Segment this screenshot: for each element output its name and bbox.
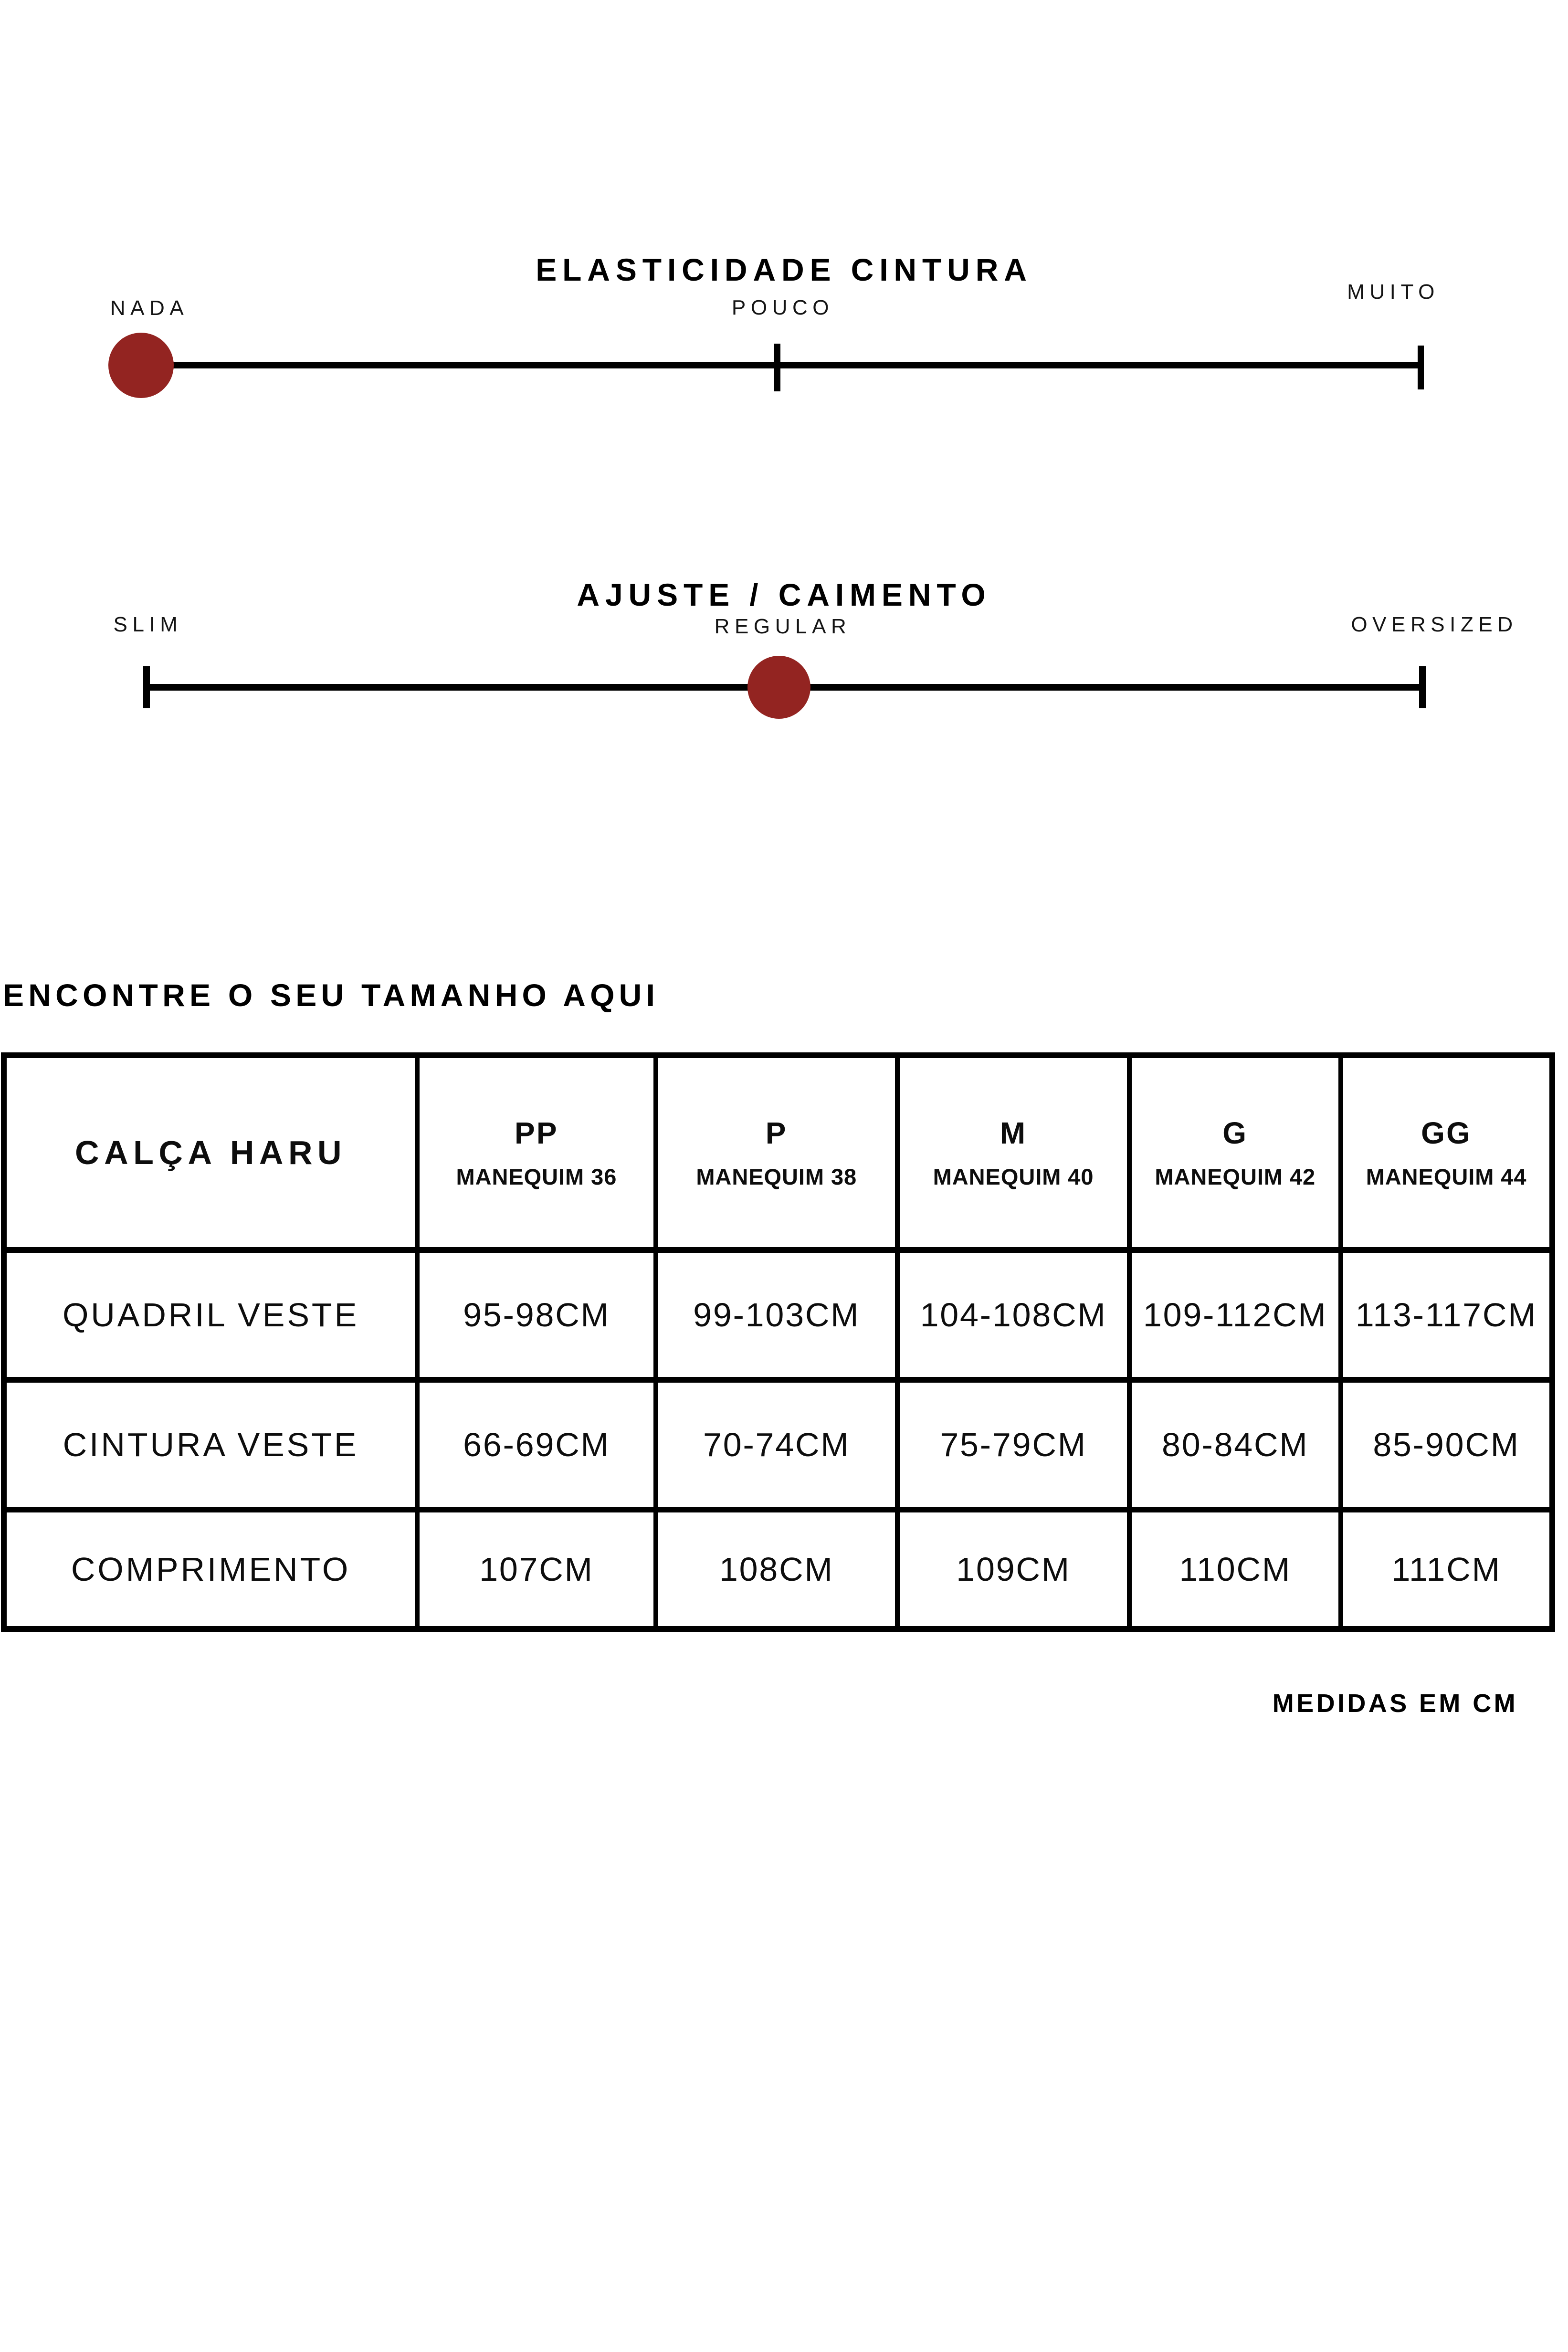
slider-handle-dot: [108, 333, 174, 398]
size-col-header-p: [656, 1055, 897, 1250]
size-guide-heading: ENCONTRE O SEU TAMANHO AQUI: [3, 977, 660, 1013]
measurement-cell: 111CM: [1341, 1510, 1552, 1629]
mannequin-label: MANEQUIM 42: [1155, 1164, 1316, 1189]
measurement-cell: 75-79CM: [897, 1380, 1130, 1510]
size-letter: P: [765, 1115, 788, 1150]
measurement-cell: 95-98CM: [417, 1250, 656, 1380]
measurement-cell: 109-112CM: [1129, 1250, 1341, 1380]
measurement-cell: 80-84CM: [1129, 1380, 1341, 1510]
size-col-header-m: [897, 1055, 1130, 1250]
product-name-cell: CALÇA HARU: [4, 1055, 417, 1250]
measurement-cell: 107CM: [417, 1510, 656, 1629]
waist-elasticity-slider: [0, 0, 1568, 430]
slider-label-oversized: OVERSIZED: [1351, 613, 1518, 636]
mannequin-label: MANEQUIM 36: [456, 1164, 617, 1189]
table-row-hip: [4, 1250, 1552, 1380]
slider-tick-start: [143, 666, 150, 708]
size-letter: PP: [515, 1115, 558, 1150]
slider-handle-dot: [747, 656, 810, 719]
slider-label-regular: REGULAR: [714, 615, 852, 638]
table-header-row: [4, 1055, 1552, 1250]
measurements-unit-note: MEDIDAS EM CM: [1272, 1689, 1518, 1718]
measurement-cell: 70-74CM: [656, 1380, 897, 1510]
row-label: COMPRIMENTO: [4, 1510, 417, 1629]
slider-title-fit: AJUSTE / CAIMENTO: [577, 577, 991, 612]
size-col-header-g: [1129, 1055, 1341, 1250]
size-col-header-gg: [1341, 1055, 1552, 1250]
size-letter: GG: [1421, 1115, 1472, 1150]
row-label: CINTURA VESTE: [4, 1380, 417, 1510]
measurement-cell: 85-90CM: [1341, 1380, 1552, 1510]
size-col-header-pp: [417, 1055, 656, 1250]
mannequin-label: MANEQUIM 38: [696, 1164, 857, 1189]
slider-label-nada: NADA: [110, 296, 189, 320]
measurement-cell: 108CM: [656, 1510, 897, 1629]
measurement-cell: 113-117CM: [1341, 1250, 1552, 1380]
slider-tick-end: [1418, 346, 1424, 389]
slider-title-elasticity: ELASTICIDADE CINTURA: [536, 252, 1032, 287]
table-row-length: [4, 1510, 1552, 1629]
row-label: QUADRIL VESTE: [4, 1250, 417, 1380]
size-letter: M: [1000, 1115, 1027, 1150]
fit-slider: [0, 430, 1568, 811]
slider-track: [141, 362, 1421, 368]
mannequin-label: MANEQUIM 40: [933, 1164, 1094, 1189]
slider-label-slim: SLIM: [113, 613, 183, 636]
slider-tick-middle: [774, 344, 780, 391]
table-row-waist: [4, 1380, 1552, 1510]
measurement-cell: 109CM: [897, 1510, 1130, 1629]
measurement-cell: 99-103CM: [656, 1250, 897, 1380]
size-table: [1, 1052, 1555, 1632]
size-letter: G: [1222, 1115, 1248, 1150]
mannequin-label: MANEQUIM 44: [1366, 1164, 1527, 1189]
measurement-cell: 104-108CM: [897, 1250, 1130, 1380]
slider-label-pouco: POUCO: [731, 296, 834, 319]
slider-tick-end: [1419, 666, 1426, 708]
slider-label-muito: MUITO: [1347, 280, 1440, 304]
measurement-cell: 110CM: [1129, 1510, 1341, 1629]
measurement-cell: 66-69CM: [417, 1380, 656, 1510]
